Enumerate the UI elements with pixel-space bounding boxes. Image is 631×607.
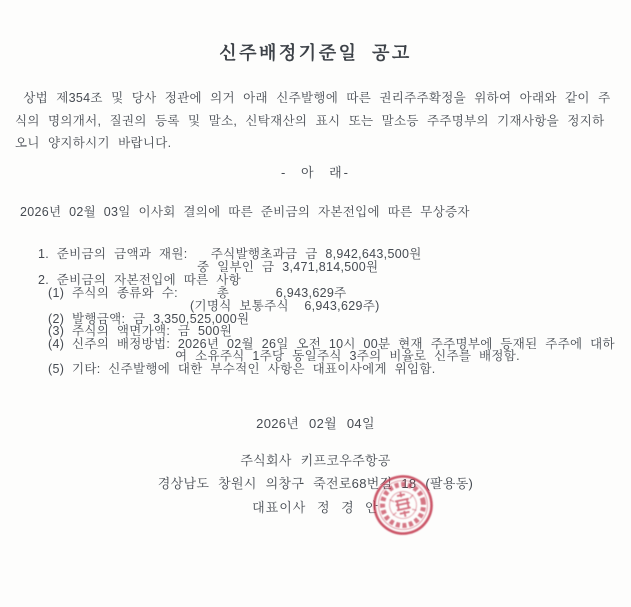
subitem-5-other: (5) 기타: 신주발행에 대한 부수적인 사항은 대표이사에게 위임함. — [48, 362, 436, 376]
company-name: 주식회사 키프코우주항공 — [240, 453, 391, 468]
board-resolution-line: 2026년 02월 03일 이사회 결의에 따른 준비금의 자본전입에 따른 무상증자 — [20, 205, 470, 219]
company-address: 경상남도 창원시 의창구 죽전로68번길 18 (팔용동) — [157, 476, 474, 491]
corporate-seal-stamp — [365, 467, 441, 543]
subitem-2-issue-amount: (2) 발행금액: 금 3,350,525,000원 — [48, 312, 250, 326]
ceo-signature-line: 대표이사 정 경 안 — [252, 500, 379, 515]
item-2-capitalization-header: 2. 준비금의 자본전입에 따른 사항 — [38, 273, 241, 287]
intro-paragraph-line-1: 상법 제354조 및 당사 정관에 의거 아래 신주발행에 따른 권리주주확정을 위하여 아래와 같이 주 — [15, 91, 611, 105]
document-title: 신주배정기준일 공고 — [219, 43, 412, 63]
subitem-3-par-value: (3) 주식의 액면가액: 금 500원 — [48, 324, 233, 338]
subitem-1-share-type-count: (1) 주식의 종류와 수: 총 6,943,629주 — [48, 286, 347, 300]
intro-paragraph-line-3: 오니 양지하시기 바랍니다. — [15, 136, 172, 150]
intro-paragraph-line-2: 식의 명의개서, 질권의 등록 및 말소, 신탁재산의 표시 또는 말소등 주주명부의 기재사항을 정지하 — [15, 114, 605, 128]
subitem-1-share-type-count-continued: (기명식 보통주식 6,943,629주) — [190, 299, 380, 313]
item-1-reserve-amount: 1. 준비금의 금액과 재원: 주식발행초과금 금 8,942,643,500원 — [38, 247, 422, 261]
below-section-marker: - 아 래- — [281, 165, 350, 180]
notice-date: 2026년 02월 04일 — [256, 416, 375, 431]
subitem-4-allotment-method: (4) 신주의 배정방법: 2026년 02월 26일 오전 10시 00분 현재 주주명부에 등재된 주주에 대하 — [48, 337, 615, 351]
subitem-4-allotment-method-continued: 여 소유주식 1주당 동일주식 3주의 비율로 신주를 배정함. — [175, 349, 520, 363]
item-1-reserve-amount-continued: 중 일부인 금 3,471,814,500원 — [197, 260, 379, 274]
